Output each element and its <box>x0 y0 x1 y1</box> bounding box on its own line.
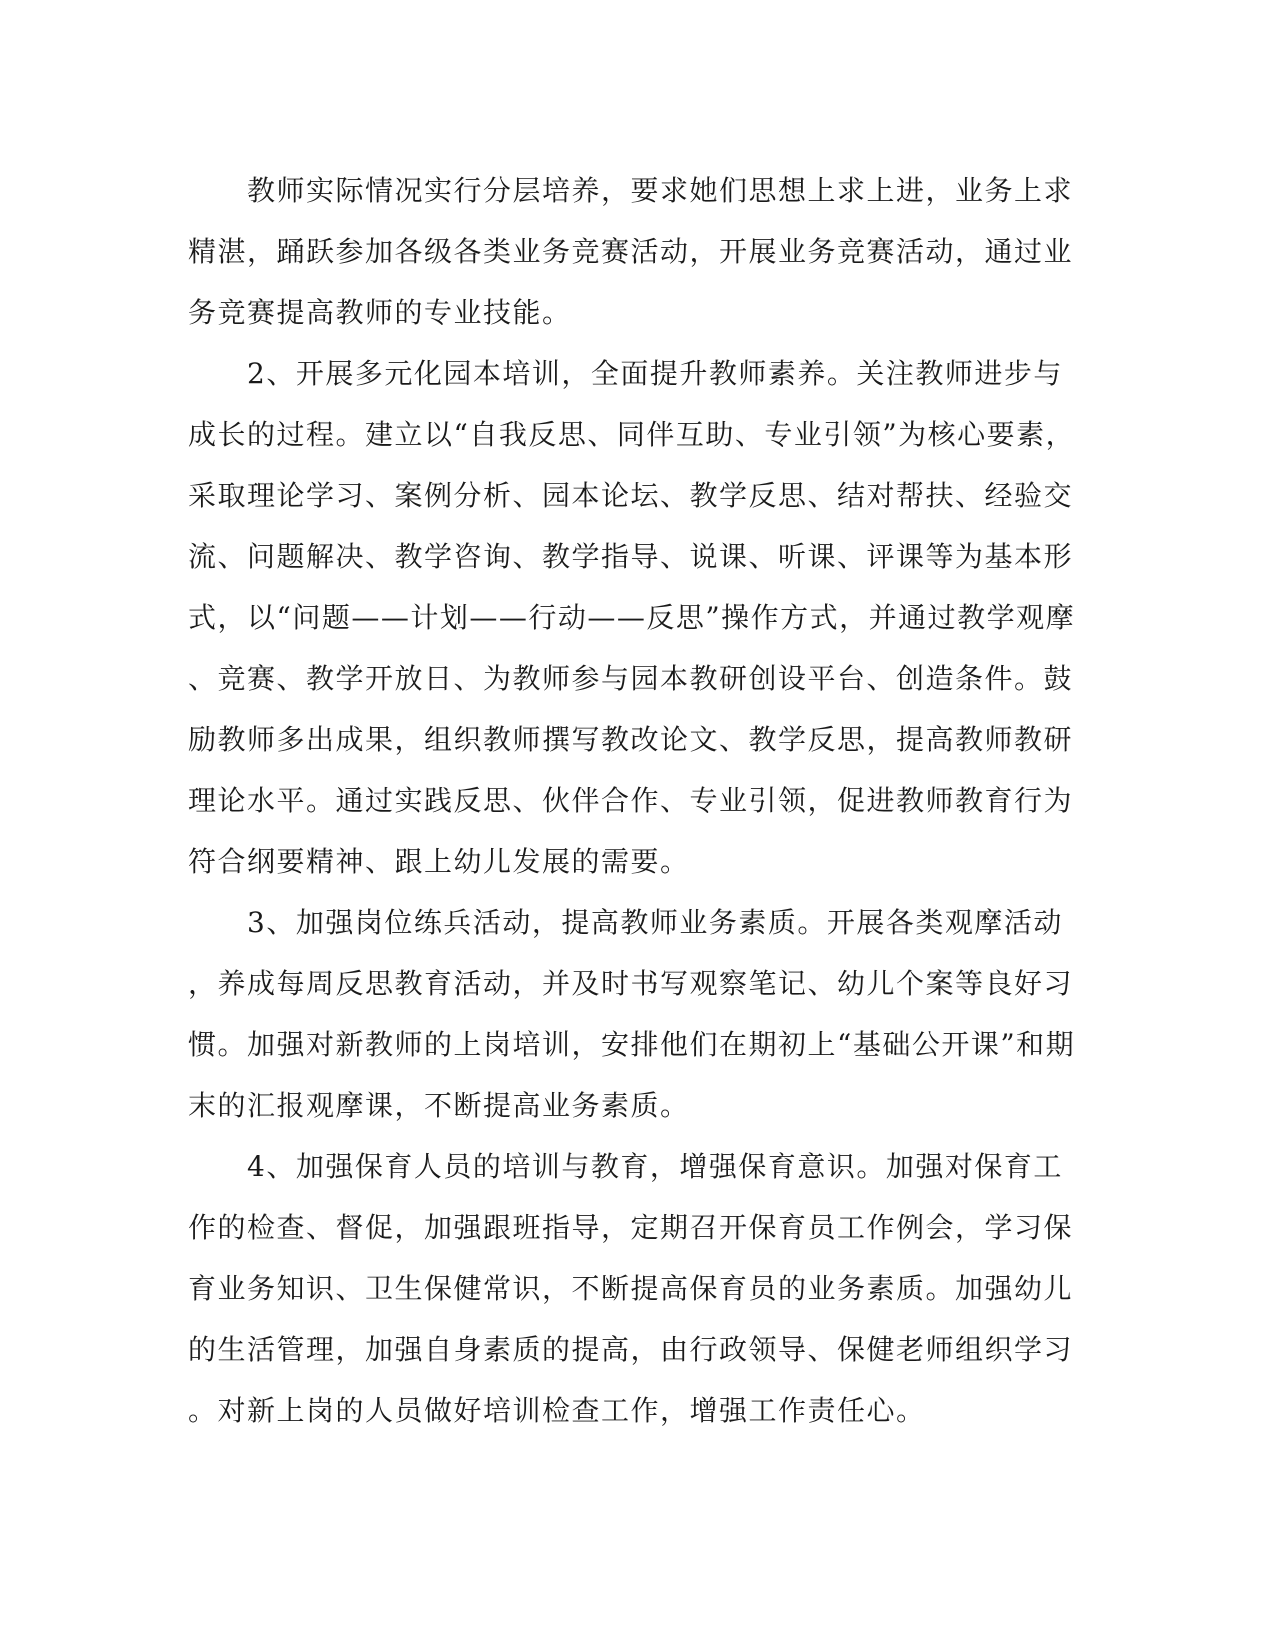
text-line: 式，以“问题——计划——行动——反思”操作方式，并通过教学观摩 <box>188 601 1076 634</box>
text-line: 。对新上岗的人员做好培训检查工作，增强工作责任心。 <box>188 1394 926 1427</box>
text-line: 采取理论学习、案例分析、园本论坛、教学反思、结对帮扶、经验交 <box>188 479 1074 512</box>
text-line: 教师实际情况实行分层培养，要求她们思想上求上进，业务上求 <box>188 174 1074 207</box>
text-line: 2、开展多元化园本培训，全面提升教师素养。关注教师进步与 <box>188 357 1063 390</box>
text-line: 末的汇报观摩课，不断提高业务素质。 <box>188 1089 690 1122</box>
text-line: 精湛，踊跃参加各级各类业务竞赛活动，开展业务竞赛活动，通过业 <box>188 235 1074 268</box>
text-line: 惯。加强对新教师的上岗培训，安排他们在期初上“基础公开课”和期 <box>188 1028 1076 1061</box>
text-line: 理论水平。通过实践反思、伙伴合作、专业引领，促进教师教育行为 <box>188 784 1074 817</box>
text-line: 务竞赛提高教师的专业技能。 <box>188 296 572 329</box>
text-line: 成长的过程。建立以“自我反思、同伴互助、专业引领”为核心要素， <box>188 418 1076 451</box>
text-line: 作的检查、督促，加强跟班指导，定期召开保育员工作例会，学习保 <box>188 1211 1074 1244</box>
text-line: 3、加强岗位练兵活动，提高教师业务素质。开展各类观摩活动 <box>188 906 1063 939</box>
text-line: 的生活管理，加强自身素质的提高，由行政领导、保健老师组织学习 <box>188 1333 1074 1366</box>
text-line: 流、问题解决、教学咨询、教学指导、说课、听课、评课等为基本形 <box>188 540 1074 573</box>
text-line: 育业务知识、卫生保健常识，不断提高保育员的业务素质。加强幼儿 <box>188 1272 1074 1305</box>
text-line: 、竞赛、教学开放日、为教师参与园本教研创设平台、创造条件。鼓 <box>188 662 1074 695</box>
text-line: 符合纲要精神、跟上幼儿发展的需要。 <box>188 845 690 878</box>
text-line: 励教师多出成果，组织教师撰写教改论文、教学反思，提高教师教研 <box>188 723 1074 756</box>
text-line: 4、加强保育人员的培训与教育，增强保育意识。加强对保育工 <box>188 1150 1063 1183</box>
document-body <box>188 160 1076 1441</box>
text-line: ，养成每周反思教育活动，并及时书写观察笔记、幼儿个案等良好习 <box>188 967 1074 1000</box>
